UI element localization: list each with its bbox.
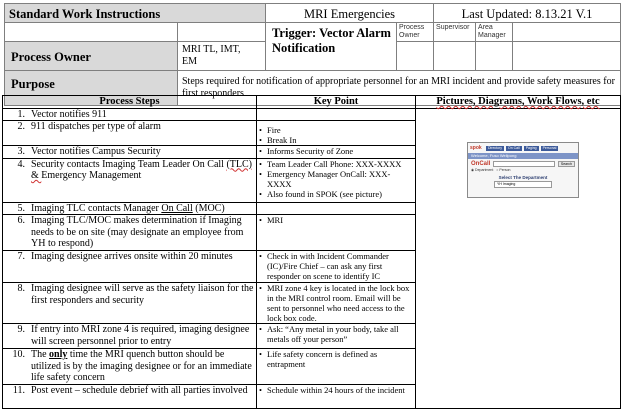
key-point-cell <box>257 215 416 251</box>
radio-icon: ◉ <box>471 168 475 172</box>
step-text: Security contacts Imaging Team Leader On Call (TLC) & Emergency Management <box>31 158 252 181</box>
spok-department-dropdown: YH Imaging <box>494 181 552 188</box>
step-number: 9. <box>17 324 25 335</box>
spok-search-button: Search <box>558 161 575 167</box>
column-header-pictures-text: Pictures, Diagrams, Work Flows, etc <box>436 96 600 107</box>
step-text: Imaging TLC/MOC makes determination if Imaging needs to be on site (may designate an employee from YH to respond) <box>31 215 244 249</box>
spok-tab: Personal <box>542 145 557 150</box>
step-text: 911 dispatches per type of alarm <box>31 121 161 132</box>
spok-radio-row: ◉ Department ○ Person <box>471 168 511 172</box>
col-process-owner: Process Owner <box>397 23 434 42</box>
step-text: Imaging designee arrives onsite within 20 minutes <box>31 251 233 262</box>
column-header-key-point: Key Point <box>257 96 416 109</box>
spok-tab: On Call <box>508 145 520 150</box>
step-text: If entry into MRI zone 4 is required, imaging designee will screen personnel prior to entry <box>31 324 250 347</box>
step-text: Vector notifies Campus Security <box>31 146 161 157</box>
step-text: Post event – schedule debrief with all parties involved <box>31 385 248 396</box>
key-point-bullet: • Fire <box>259 125 281 135</box>
key-point-bullet: • Also found in SPOK (see picture) <box>259 188 382 199</box>
spok-search-input <box>493 161 555 167</box>
spok-tab: Directory <box>488 145 503 150</box>
header-spacer <box>5 23 178 42</box>
spok-select-heading: Select The Department <box>498 175 548 180</box>
key-point-bullet: • Team Leader Call Phone: XXX-XXXX <box>259 158 402 169</box>
step-text: Imaging designee will serve as the safety liaison for the first responders and security <box>31 283 254 306</box>
step-number: 10. <box>12 349 25 360</box>
col-supervisor: Supervisor <box>434 23 476 42</box>
spok-oncall-label: OnCall <box>471 161 491 167</box>
step-number: 2. <box>17 121 25 132</box>
spok-banner: Welcome, Fuso Wellpong <box>468 153 578 159</box>
key-point-bullet: • MRI <box>259 215 284 225</box>
step-cell <box>3 121 257 146</box>
step-text: The only time the MRI quench button should be utilized is by the imaging designee or for an immediate life safety concern <box>31 349 252 383</box>
key-point-cell <box>257 349 416 385</box>
purpose-value: Steps required for notification of appropriate personnel for an MRI incident and provide safety measures for first responders <box>178 71 621 106</box>
key-point-bullet: • Ask: “Any metal in your body, take all metals off your person” <box>259 324 399 344</box>
key-point-cell <box>257 251 416 283</box>
key-point-cell <box>257 158 416 202</box>
column-header-pictures <box>416 96 621 109</box>
key-point-bullet: • Break In <box>259 135 297 145</box>
process-owner-line: EM <box>182 56 197 67</box>
key-point-cell <box>257 283 416 324</box>
key-point-bullet: • MRI zone 4 key is located in the lock box in the MRI control room. Email will be sent to personnel who need access to the lock box code. <box>259 283 410 323</box>
document-title: Standard Work Instructions <box>5 4 266 23</box>
header-spacer <box>178 23 266 42</box>
step-number: 11. <box>12 385 25 396</box>
step-cell <box>3 283 257 324</box>
key-point-cell <box>257 324 416 349</box>
step-number: 3. <box>17 146 25 157</box>
key-point-cell <box>257 385 416 409</box>
key-point-bullet: • Informs Security of Zone <box>259 146 354 156</box>
process-owner-value <box>178 42 266 71</box>
key-point-bullet: • Schedule within 24 hours of the incident <box>259 385 405 395</box>
col-area-manager: Area Manager <box>476 23 513 42</box>
process-owner-line: MRI TL, IMT, <box>182 44 241 55</box>
column-header-process-steps: Process Steps <box>3 96 257 109</box>
key-point-bullet: • Life safety concern is defined as entrapment <box>259 349 378 369</box>
step-number: 4. <box>17 158 25 170</box>
step-cell <box>3 108 257 121</box>
step-number: 5. <box>17 202 25 214</box>
key-point-bullet: • Check in with Incident Commander (IC)/Fire Chief – can ask any first responder on scene to identify IC <box>259 251 389 281</box>
key-point-cell <box>257 202 416 215</box>
spok-screenshot <box>467 142 579 198</box>
step-text: Vector notifies 911 <box>31 108 107 120</box>
trigger-label: Trigger: Vector Alarm Notification <box>266 23 397 71</box>
signature-cell <box>434 42 476 71</box>
signature-cell <box>397 42 434 71</box>
step-cell <box>3 251 257 283</box>
step-number: 7. <box>17 251 25 262</box>
step-number: 6. <box>17 215 25 226</box>
sop-header <box>4 3 621 106</box>
step-cell <box>3 385 257 409</box>
signature-cell <box>476 42 513 71</box>
step-text: Imaging TLC contacts Manager On Call (MOC) <box>31 202 225 214</box>
key-point-cell <box>257 121 416 146</box>
purpose-label: Purpose <box>5 71 178 106</box>
process-owner-label: Process Owner <box>5 42 178 71</box>
spok-tab: Paging <box>525 145 537 150</box>
spok-topbar <box>468 143 578 153</box>
step-cell <box>3 146 257 159</box>
step-cell <box>3 349 257 385</box>
step-number: 1. <box>17 108 25 120</box>
spok-logo: spok <box>470 145 482 151</box>
header-blank <box>513 23 621 42</box>
last-updated: Last Updated: 8.13.21 V.1 <box>434 4 621 23</box>
step-cell <box>3 215 257 251</box>
step-cell <box>3 324 257 349</box>
signature-cell <box>513 42 621 71</box>
step-cell <box>3 158 257 202</box>
key-point-cell <box>257 146 416 159</box>
spok-search-row <box>468 159 578 167</box>
step-cell <box>3 202 257 215</box>
key-point-cell <box>257 108 416 121</box>
radio-icon: ○ <box>496 168 499 172</box>
step-number: 8. <box>17 283 25 294</box>
document-subject: MRI Emergencies <box>266 4 434 23</box>
key-point-bullet: • Emergency Manager OnCall: XXX-XXXX <box>259 168 391 189</box>
